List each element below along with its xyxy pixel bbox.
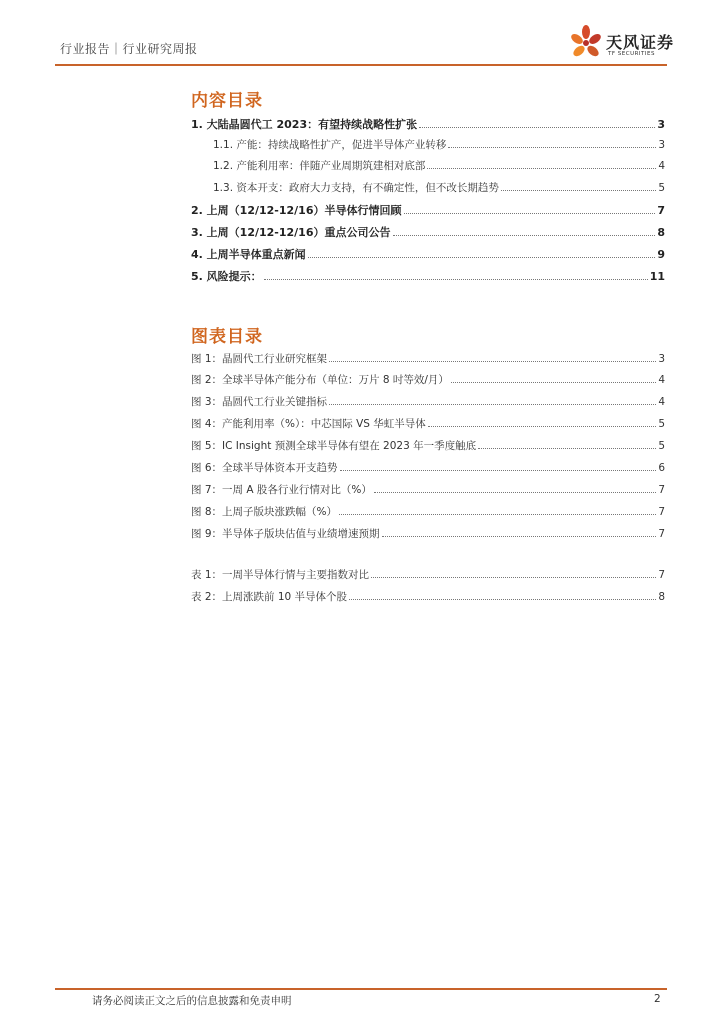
- figure-entry[interactable]: [191, 351, 665, 366]
- toc-entry-page: 9: [657, 248, 665, 261]
- figure-entry[interactable]: [191, 438, 665, 453]
- toc-entry-label: 1.1. 产能：持续战略性扩产，促进半导体产业转移: [213, 139, 447, 151]
- footer-divider: [55, 988, 667, 990]
- toc-entry-page: 4: [658, 160, 665, 172]
- page-number: 2: [654, 993, 661, 1005]
- flower-logo-icon: [568, 24, 604, 60]
- leader-dots: [393, 235, 656, 236]
- table-entry[interactable]: [191, 589, 665, 604]
- figure-entry-label: 图 2：全球半导体产能分布（单位：万片 8 吋等效/月）: [191, 374, 449, 386]
- toc-entry-label: 1. 大陆晶圆代工 2023：有望持续战略性扩张: [191, 118, 418, 131]
- leader-dots: [427, 168, 656, 169]
- figure-entry[interactable]: [191, 504, 665, 519]
- table-entry-page: 8: [658, 591, 665, 603]
- leader-dots: [374, 492, 656, 493]
- figure-entry-label: 图 6：全球半导体资本开支趋势: [191, 462, 338, 474]
- figure-entry-page: 4: [658, 396, 665, 408]
- leader-dots: [404, 213, 656, 214]
- table-entry-label: 表 1：一周半导体行情与主要指数对比: [191, 569, 370, 581]
- figure-entry-page: 7: [658, 506, 665, 518]
- leader-dots: [478, 448, 656, 449]
- toc-entry-page: 5: [658, 182, 665, 194]
- figures-title: 图表目录: [191, 327, 263, 347]
- leader-dots: [371, 577, 656, 578]
- leader-dots: [329, 404, 656, 405]
- leader-dots: [448, 147, 656, 148]
- logo-text-cn: 天风证券: [606, 33, 675, 52]
- leader-dots: [428, 426, 657, 427]
- figure-entry-label: 图 9：半导体子版块估值与业绩增速预期: [191, 528, 380, 540]
- toc-entry[interactable]: [213, 180, 665, 195]
- toc-entry-page: 3: [657, 118, 665, 131]
- figure-entry-page: 7: [658, 484, 665, 496]
- figure-entry-page: 6: [658, 462, 665, 474]
- toc-entry-label: 4. 上周半导体重点新闻: [191, 248, 306, 261]
- figure-entry[interactable]: [191, 416, 665, 431]
- footer-disclaimer: 请务必阅读正文之后的信息披露和免责申明: [92, 995, 292, 1007]
- figure-entry-page: 7: [658, 528, 665, 540]
- figure-entry-page: 3: [658, 353, 665, 365]
- table-entry-page: 7: [658, 569, 665, 581]
- leader-dots: [264, 279, 648, 280]
- figure-entry-label: 图 7：一周 A 股各行业行情对比（%）: [191, 484, 372, 496]
- leader-dots: [451, 382, 656, 383]
- figure-entry-label: 图 1：晶圆代工行业研究框架: [191, 353, 328, 365]
- toc-entry[interactable]: [191, 268, 665, 284]
- leader-dots: [349, 599, 656, 600]
- figure-entry-label: 图 8：上周子版块涨跌幅（%）: [191, 506, 337, 518]
- leader-dots: [339, 514, 656, 515]
- logo-text-en: TF SECURITIES: [608, 51, 655, 57]
- toc-title: 内容目录: [191, 91, 263, 111]
- toc-entry-label: 1.2. 产能利用率：伴随产业周期筑建相对底部: [213, 160, 426, 172]
- figure-entry-label: 图 5：IC Insight 预测全球半导体有望在 2023 年一季度触底: [191, 440, 477, 452]
- figure-entry-page: 5: [658, 418, 665, 430]
- toc-entry[interactable]: [191, 246, 665, 262]
- toc-entry-page: 8: [657, 226, 665, 239]
- header-divider: [55, 64, 667, 66]
- toc-entry[interactable]: [191, 202, 665, 218]
- leader-dots: [340, 470, 657, 471]
- leader-dots: [382, 536, 657, 537]
- toc-entry[interactable]: [191, 224, 665, 240]
- toc-entry-label: 5. 风险提示：: [191, 270, 262, 283]
- toc-entry[interactable]: [213, 137, 665, 152]
- leader-dots: [308, 257, 656, 258]
- figure-entry-page: 5: [658, 440, 665, 452]
- toc-entry[interactable]: [213, 158, 665, 173]
- toc-entry-page: 11: [649, 270, 665, 283]
- figure-entry-label: 图 4：产能利用率（%）：中芯国际 VS 华虹半导体: [191, 418, 426, 430]
- figure-entry-page: 4: [658, 374, 665, 386]
- figure-entry-label: 图 3：晶圆代工行业关键指标: [191, 396, 328, 408]
- leader-dots: [329, 361, 656, 362]
- toc-entry-label: 1.3. 资本开支：政府大力支持，有不确定性，但不改长期趋势: [213, 182, 499, 194]
- figure-entry[interactable]: [191, 482, 665, 497]
- toc-entry-page: 3: [658, 139, 665, 151]
- table-entry-label: 表 2：上周涨跌前 10 半导体个股: [191, 591, 348, 603]
- breadcrumb: 行业报告｜行业研究周报: [60, 42, 198, 56]
- figure-entry[interactable]: [191, 394, 665, 409]
- toc-entry-label: 3. 上周（12/12-12/16）重点公司公告: [191, 226, 391, 239]
- figure-entry[interactable]: [191, 372, 665, 387]
- leader-dots: [501, 190, 656, 191]
- toc-entry-label: 2. 上周（12/12-12/16）半导体行情回顾: [191, 204, 402, 217]
- leader-dots: [419, 127, 655, 128]
- toc-entry-page: 7: [657, 204, 665, 217]
- figure-entry[interactable]: [191, 460, 665, 475]
- toc-entry[interactable]: [191, 116, 665, 132]
- company-logo: [568, 24, 678, 64]
- figure-entry[interactable]: [191, 526, 665, 541]
- table-entry[interactable]: [191, 567, 665, 582]
